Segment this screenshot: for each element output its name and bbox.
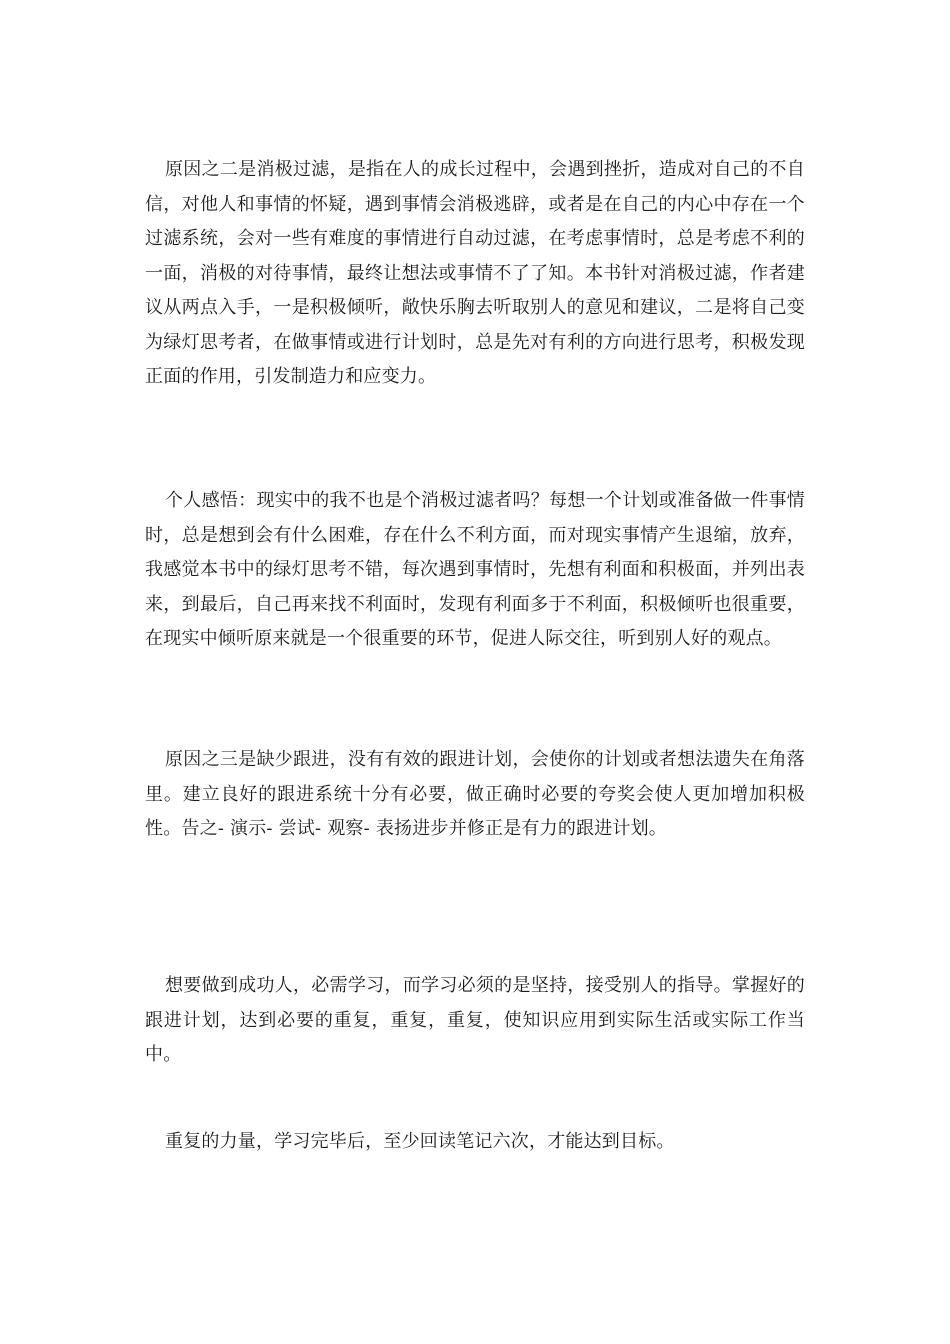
- paragraph-learning-persistence: 想要做到成功人，必需学习，而学习必须的是坚持，接受别人的指导。掌握好的跟进计划，达到必要的重复，重复，重复，使知识应用到实际生活或实际工作当中。: [145, 975, 805, 1065]
- paragraph-lack-of-follow-up: 原因之三是缺少跟进，没有有效的跟进计划，会使你的计划或者想法遗失在角落里。建立良好的跟进系统十分有必要，做正确时必要的夸奖会使人更加增加积极性。告之- 演示- 尝试- 观察- 表扬进步并修正是有力的跟进计划。: [145, 749, 805, 839]
- paragraph-negative-filtering: 原因之二是消极过滤，是指在人的成长过程中，会遇到挫折，造成对自己的不自信，对他人和事情的怀疑，遇到事情会消极逃辟，或者是在自己的内心中存在一个过滤系统，会对一些有难度的事情进行自动过滤，在考虑事情时，总是考虑不利的一面，消极的对待事情，最终让想法或事情不了了知。本书针对消极过滤，作者建议从两点入手，一是积极倾听，敞快乐胸去听取别人的意见和建议，二是将自己变为绿灯思考者，在做事情或进行计划时，总是先对有利的方向进行思考，积极发现正面的作用，引发制造力和应变力。: [145, 159, 805, 387]
- paragraph-personal-insight: 个人感悟：现实中的我不也是个消极过滤者吗？每想一个计划或准备做一件事情时，总是想到会有什么困难，存在什么不利方面，而对现实事情产生退缩，放弃，我感觉本书中的绿灯思考不错，每次遇到事情时，先想有利面和积极面，并列出表来，到最后，自己再来找不利面时，发现有利面多于不利面，积极倾听也很重要，在现实中倾听原来就是一个很重要的环节，促进人际交往，听到别人好的观点。: [145, 490, 805, 649]
- paragraph-power-of-repetition: 重复的力量，学习完毕后，至少回读笔记六次，才能达到目标。: [165, 1131, 675, 1152]
